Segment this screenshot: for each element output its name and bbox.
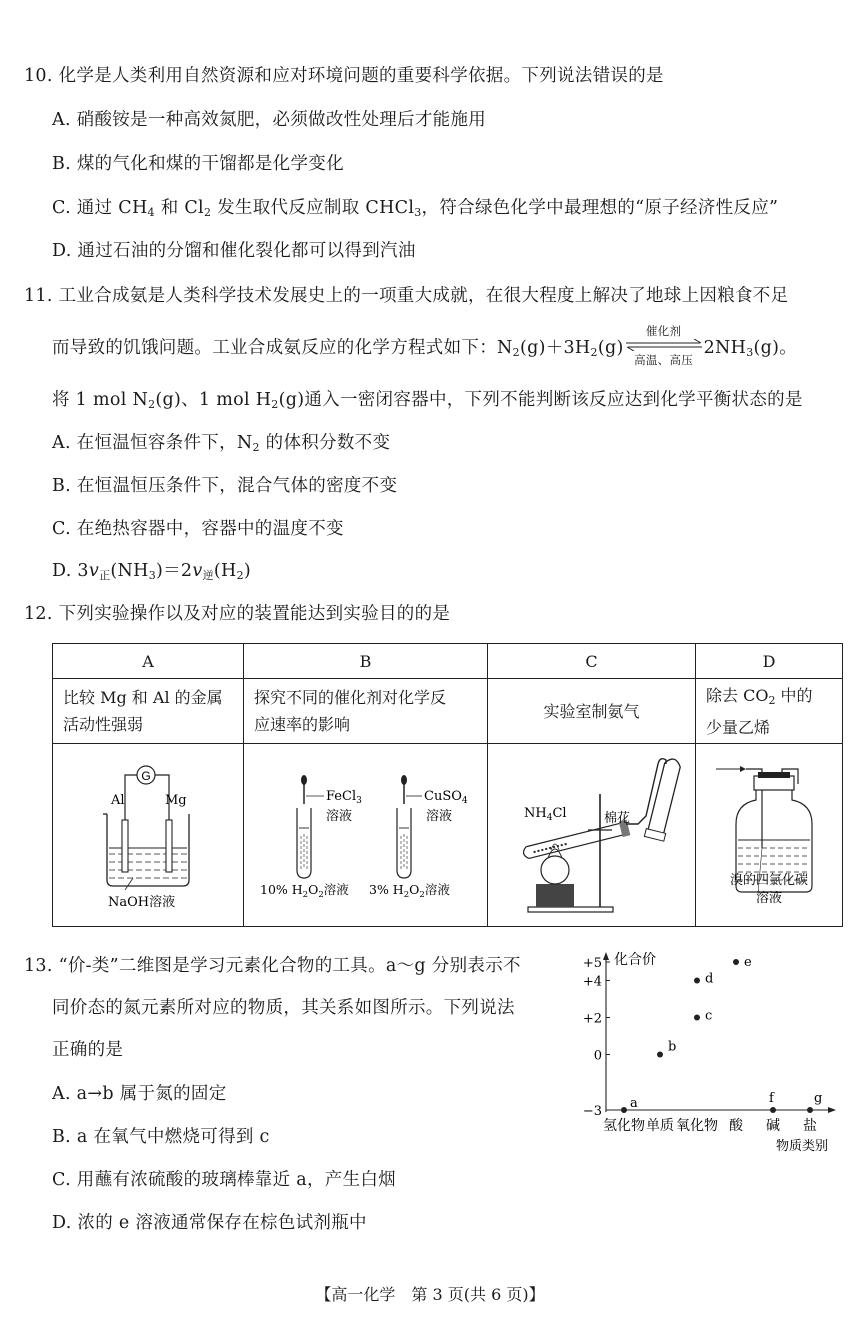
point-g bbox=[807, 1107, 813, 1113]
point-b bbox=[657, 1052, 663, 1058]
header-b: B bbox=[244, 644, 488, 679]
q11-option-d: D. $3v_正(NH_3)=2v_逆(H_2)$ bbox=[52, 561, 252, 582]
q10-stem: 10. 化学是人类利用自然资源和应对环境问题的重要科学依据。下列说法错误的是 bbox=[24, 66, 664, 86]
h2o2-3-label: 3% $H_2O_2$溶液 bbox=[369, 882, 450, 900]
y-tick-label: 0 bbox=[593, 1048, 602, 1064]
point-label-b: b bbox=[668, 1039, 677, 1055]
point-c bbox=[694, 1015, 700, 1021]
y-tick-label: +2 bbox=[582, 1011, 602, 1027]
point-d bbox=[694, 978, 700, 984]
apparatus-d bbox=[696, 744, 843, 927]
data-points bbox=[621, 955, 822, 1113]
x-axis-label: 物质类别 bbox=[776, 1139, 829, 1154]
mg-label: Mg bbox=[165, 793, 187, 808]
experiment-table bbox=[52, 643, 843, 927]
point-label-a: a bbox=[630, 1096, 638, 1111]
page-footer: 【高一化学 第 3 页(共 6 页)】 bbox=[315, 1285, 545, 1304]
point-label-d: d bbox=[705, 971, 714, 987]
x-category-label: 单质 bbox=[646, 1118, 674, 1134]
point-f bbox=[770, 1107, 776, 1113]
x-category-label: 氢化物 bbox=[603, 1118, 645, 1134]
gas-washing-bottle-diagram bbox=[696, 744, 842, 922]
y-axis-label: 化合价 bbox=[614, 952, 656, 968]
q11-option-a: A. 在恒温恒容条件下，$N_2$ 的体积分数不变 bbox=[52, 433, 391, 454]
point-label-f: f bbox=[769, 1091, 774, 1106]
q11-stem-line1: 11. 工业合成氨是人类科学技术发展史上的一项重大成就，在很大程度上解决了地球上因粮食不足 bbox=[24, 286, 789, 306]
nh4cl-label: $NH_4Cl$ bbox=[524, 806, 567, 823]
q11-option-b: B. 在恒温恒压条件下，混合气体的密度不变 bbox=[52, 476, 398, 496]
q11-option-c: C. 在绝热容器中，容器中的温度不变 bbox=[52, 519, 344, 539]
y-tick-label: +4 bbox=[582, 974, 602, 990]
x-category-label: 氧化物 bbox=[676, 1118, 718, 1134]
q10-option-c: C. 通过 $CH_4$ 和 $Cl_2$ 发生取代反应制取 CHCl$_3$，符合绿色化学中最理想的“原子经济性反应” bbox=[52, 198, 779, 219]
purpose-c: 实验室制氨气 bbox=[488, 679, 696, 744]
purpose-d: 除去 $CO_2$ 中的 少量乙烯 bbox=[696, 679, 843, 744]
y-tick-label: −3 bbox=[582, 1104, 602, 1119]
q11-stem-line2: 而导致的饥饿问题。工业合成氨反应的化学方程式如下：$N_2(g)+3H_2(g)$ 催化剂 高温、高压 $2NH_3(g)$。 bbox=[52, 324, 798, 367]
q12-stem: 12. 下列实验操作以及对应的装置能达到实验目的的是 bbox=[24, 604, 451, 624]
reaction-arrow: 催化剂 高温、高压 bbox=[624, 335, 704, 357]
purpose-b: 探究不同的催化剂对化学反 应速率的影响 bbox=[244, 679, 488, 744]
point-label-e: e bbox=[744, 955, 752, 970]
q13-option-b: B. a 在氧气中燃烧可得到 c bbox=[52, 1127, 270, 1147]
q10-option-d: D. 通过石油的分馏和催化裂化都可以得到汽油 bbox=[52, 241, 416, 261]
q13-option-a: A. a→b 属于氮的固定 bbox=[52, 1084, 227, 1104]
x-category-label: 碱 bbox=[766, 1118, 780, 1134]
y-tick-label: +5 bbox=[582, 956, 602, 971]
q10-option-b: B. 煤的气化和煤的干馏都是化学变化 bbox=[52, 154, 344, 174]
x-category-label: 酸 bbox=[729, 1118, 743, 1134]
q13-stem-line2: 同价态的氮元素所对应的物质，其关系如图所示。下列说法 bbox=[52, 998, 515, 1018]
point-e bbox=[733, 959, 739, 965]
apparatus-a bbox=[53, 744, 244, 927]
x-category-label: 盐 bbox=[803, 1118, 817, 1134]
fecl3-label: FeCl$_3$ bbox=[326, 789, 362, 806]
q13-stem-line1: 13. “价-类”二维图是学习元素化合物的工具。a～g 分别表示不 bbox=[24, 956, 521, 976]
cuso4-label: CuSO$_4$ bbox=[424, 789, 468, 806]
apparatus-c bbox=[488, 744, 696, 927]
catalyst-test-tubes-diagram bbox=[244, 744, 487, 922]
bromine-solution-label-2: 溶液 bbox=[755, 891, 783, 906]
naoh-label: NaOH溶液 bbox=[108, 895, 176, 910]
apparatus-b bbox=[244, 744, 488, 927]
galvanometer-label: G bbox=[141, 769, 151, 783]
header-c: C bbox=[488, 644, 696, 679]
valence-class-chart bbox=[576, 948, 846, 1158]
galvanic-cell-diagram bbox=[53, 744, 243, 922]
point-a bbox=[621, 1107, 627, 1113]
header-a: A bbox=[53, 644, 244, 679]
point-label-g: g bbox=[814, 1091, 823, 1106]
h2o2-10-label: 10% $H_2O_2$溶液 bbox=[260, 882, 349, 900]
q10-option-a: A. 硝酸铵是一种高效氮肥，必须做改性处理后才能施用 bbox=[52, 110, 487, 130]
ammonia-apparatus-diagram bbox=[488, 744, 695, 922]
header-d: D bbox=[696, 644, 843, 679]
q11-stem-line3: 将 1 mol $N_2(g)$、1 mol $H_2(g)$通入一密闭容器中，下列不能判断该反应达到化学平衡状态的是 bbox=[52, 390, 803, 411]
bromine-solution-label-1: 溴的四氯化碳 bbox=[729, 873, 809, 888]
q13-stem-line3: 正确的是 bbox=[52, 1040, 124, 1060]
fecl3-solution-label: 溶液 bbox=[326, 809, 353, 824]
purpose-a: 比较 Mg 和 Al 的金属 活动性强弱 bbox=[53, 679, 244, 744]
q13-option-c: C. 用蘸有浓硫酸的玻璃棒靠近 a，产生白烟 bbox=[52, 1170, 396, 1190]
x-categories bbox=[603, 1117, 817, 1134]
cotton-label: 棉花 bbox=[604, 811, 631, 826]
al-label: Al bbox=[111, 793, 125, 808]
q13-option-d: D. 浓的 e 溶液通常保存在棕色试剂瓶中 bbox=[52, 1213, 367, 1233]
point-label-c: c bbox=[705, 1008, 713, 1024]
cuso4-solution-label: 溶液 bbox=[426, 809, 453, 824]
